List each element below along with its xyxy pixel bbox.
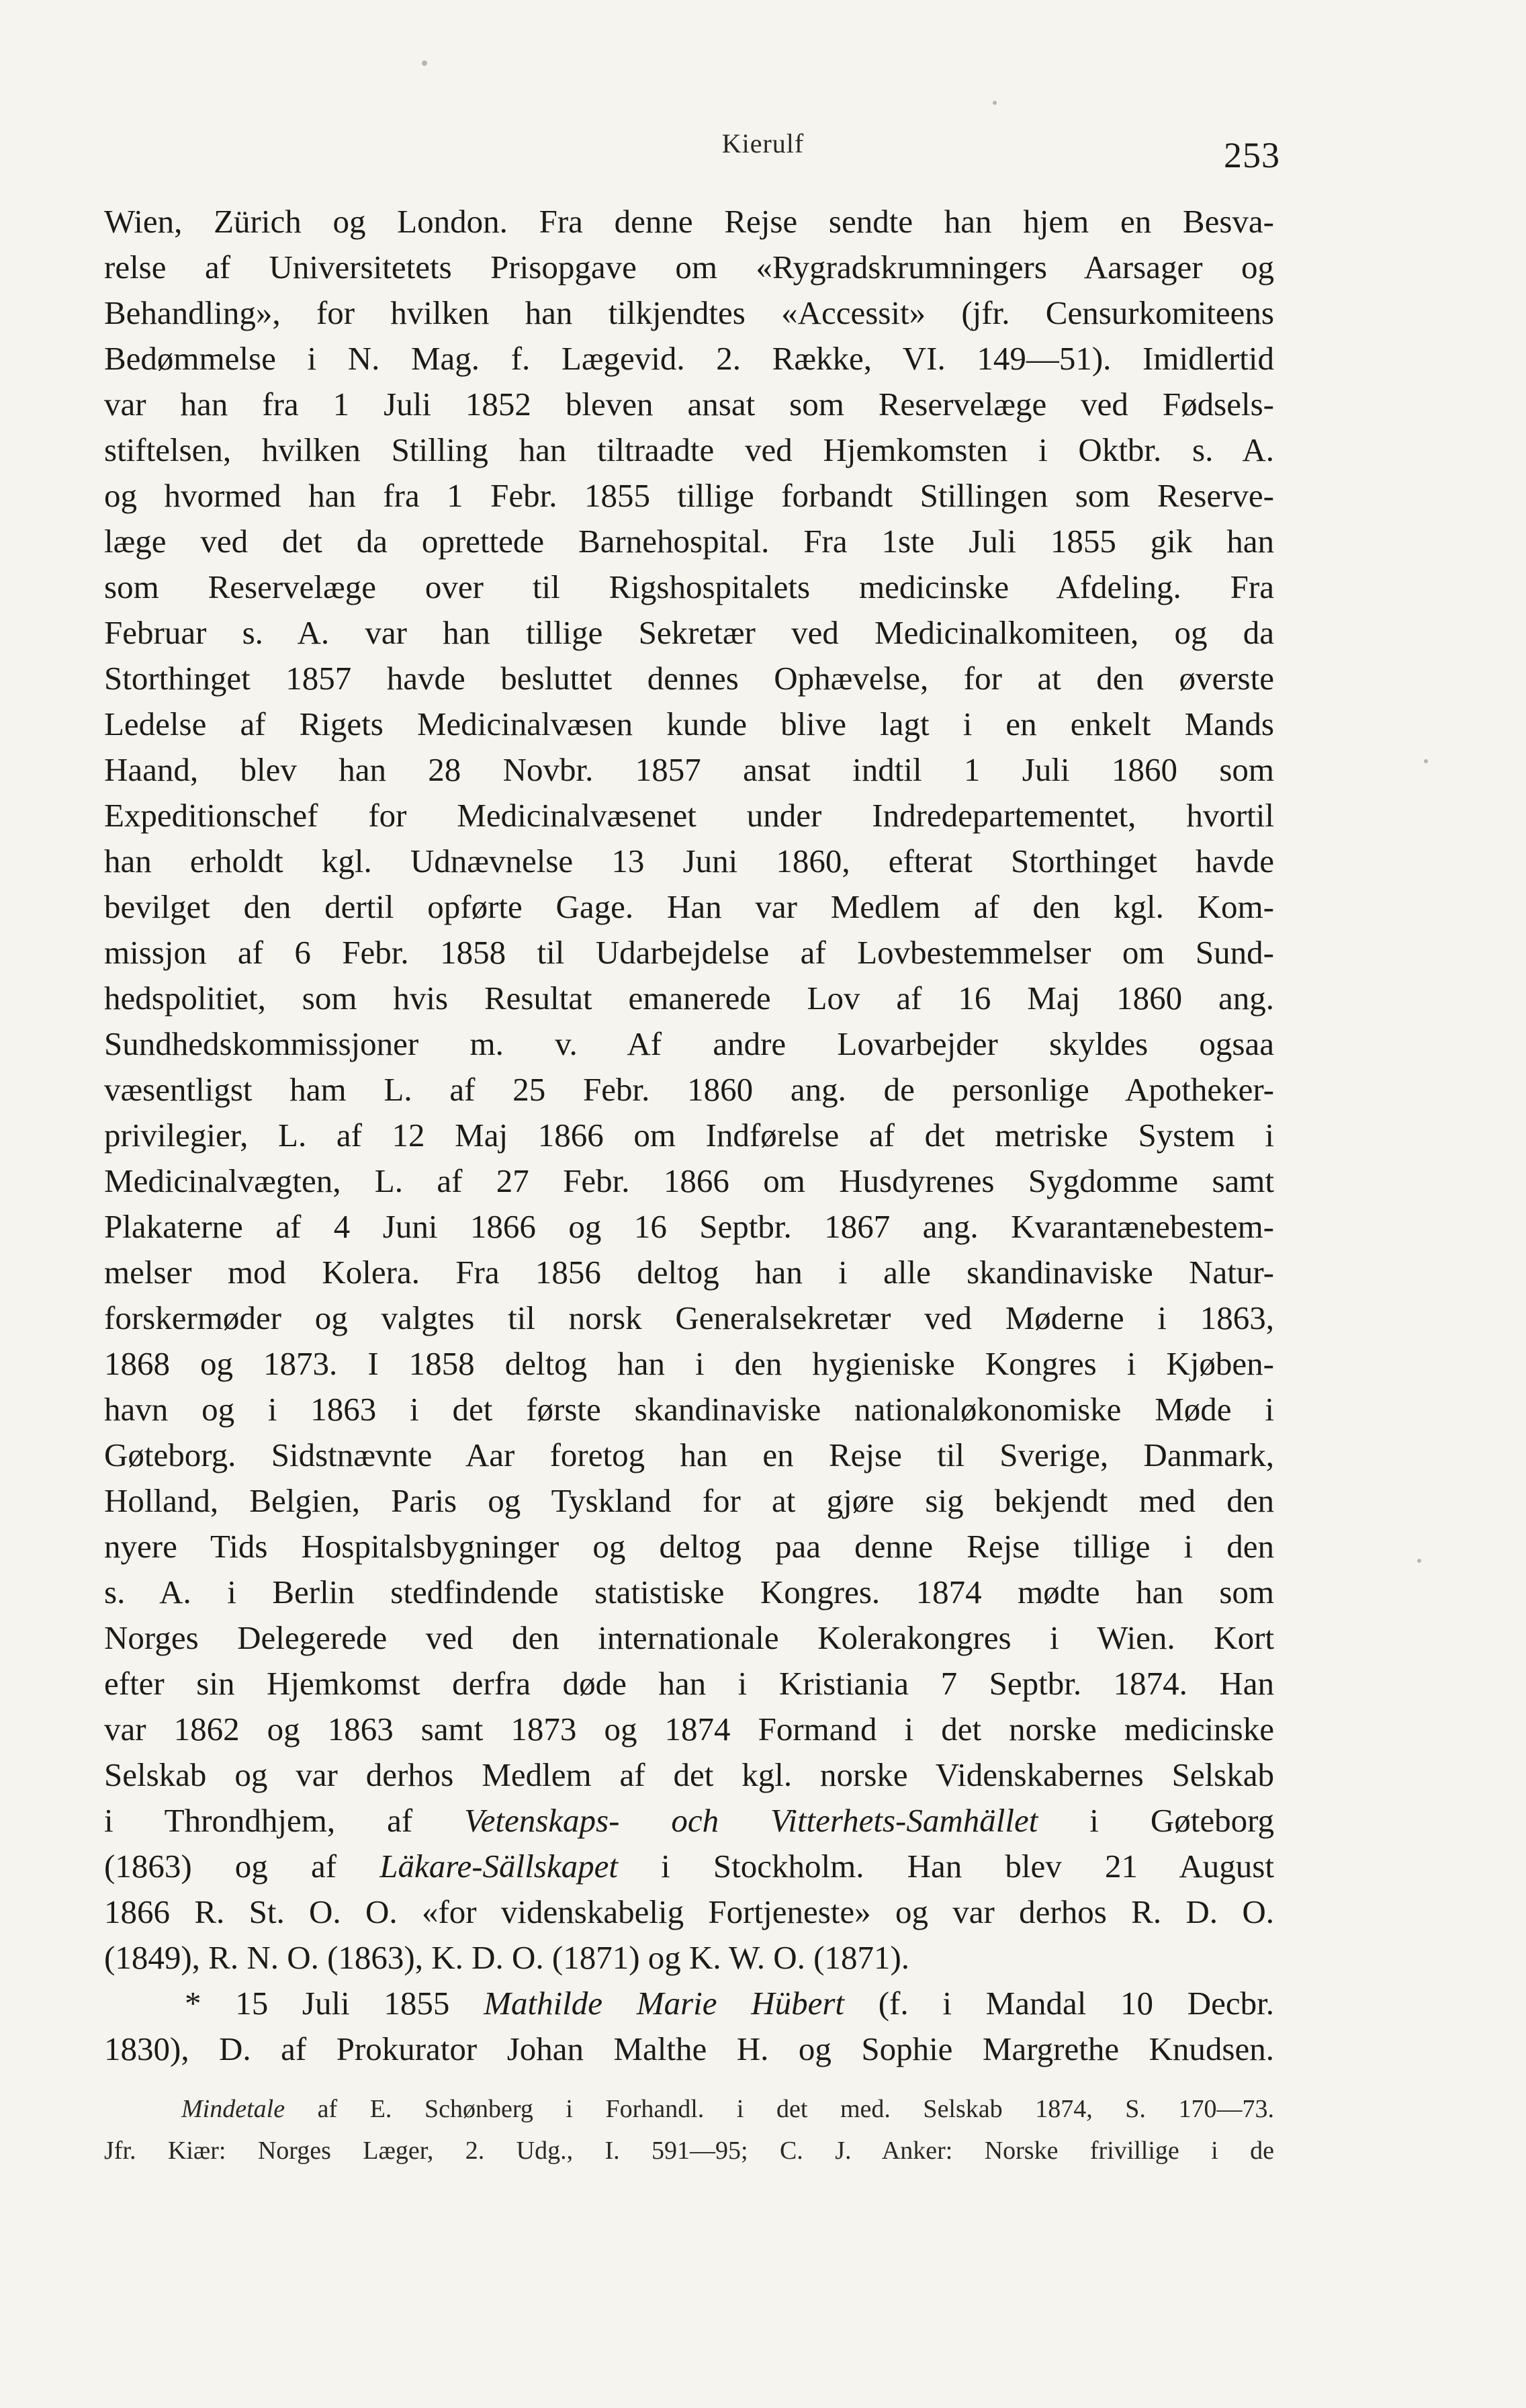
text-line: og hvormed han fra 1 Febr. 1855 tillige forbandt Stillingen som Reserve- — [104, 477, 1274, 514]
italic-title: Mindetale — [181, 2095, 285, 2123]
text-line — [104, 1981, 1274, 2026]
text-line: Expeditionschef for Medicinalvæsenet under Indredepartementet, hvortil — [104, 797, 1274, 834]
text-line: havn og i 1863 i det første skandinaviske nationaløkonomiske Møde i — [104, 1391, 1274, 1428]
italic-society-name: Läkare-Sällskapet — [379, 1848, 618, 1885]
text-line: hedspolitiet, som hvis Resultat emanerede Lov af 16 Maj 1860 ang. — [104, 980, 1274, 1017]
text-line: Selskab og var derhos Medlem af det kgl. norske Videnskabernes Selskab — [104, 1756, 1274, 1793]
text-line: Storthinget 1857 havde besluttet dennes Ophævelse, for at den øverste — [104, 660, 1274, 697]
text-run: * 15 Juli 1855 — [185, 1985, 484, 2022]
text-line: Gøteborg. Sidstnævnte Aar foretog han en Rejse til Sverige, Danmark, — [104, 1436, 1274, 1473]
text-line: Medicinalvægten, L. af 27 Febr. 1866 om Husdyrenes Sygdomme samt — [104, 1162, 1274, 1199]
text-line: han erholdt kgl. Udnævnelse 13 Juni 1860, efterat Storthinget havde — [104, 843, 1274, 879]
text-line: væsentligst ham L. af 25 Febr. 1860 ang. de personlige Apotheker- — [104, 1071, 1274, 1108]
text-line: Ledelse af Rigets Medicinalvæsen kunde blive lagt i en enkelt Mands — [104, 705, 1274, 742]
paper-speck — [1417, 1559, 1421, 1563]
text-line: missjon af 6 Febr. 1858 til Udarbejdelse af Lovbestemmelser om Sund- — [104, 934, 1274, 971]
text-line — [104, 1798, 1274, 1844]
running-head: Kierulf — [721, 128, 805, 159]
page-number: 253 — [1224, 135, 1280, 175]
text-line: privilegier, L. af 12 Maj 1866 om Indførelse af det metriske System i — [104, 1117, 1274, 1154]
note-line: Jfr. Kiær: Norges Læger, 2. Udg., I. 591—95; C. J. Anker: Norske frivillige i de — [104, 2137, 1274, 2165]
text-run: i Stockholm. Han blev 21 August — [617, 1848, 1274, 1885]
text-line: var han fra 1 Juli 1852 bleven ansat som Reservelæge ved Fødsels- — [104, 386, 1274, 423]
text-line: (1849), R. N. O. (1863), K. D. O. (1871) og K. W. O. (1871). — [104, 1939, 910, 1976]
text-run: i Throndhjem, af — [104, 1802, 465, 1839]
text-line: efter sin Hjemkomst derfra døde han i Kristiania 7 Septbr. 1874. Han — [104, 1665, 1274, 1702]
text-line: Plakaterne af 4 Juni 1866 og 16 Septbr. 1867 ang. Kvarantænebestem- — [104, 1208, 1274, 1245]
text-line: nyere Tids Hospitalsbygninger og deltog paa denne Rejse tillige i den — [104, 1528, 1274, 1565]
text-line: 1866 R. St. O. O. «for videnskabelig Fortjeneste» og var derhos R. D. O. — [104, 1893, 1274, 1930]
text-line: som Reservelæge over til Rigshospitalets medicinske Afdeling. Fra — [104, 568, 1274, 605]
text-line: s. A. i Berlin stedfindende statistiske Kongres. 1874 mødte han som — [104, 1574, 1274, 1610]
italic-society-name: Vetenskaps- och Vitterhets-Samhället — [464, 1802, 1038, 1839]
text-line: Wien, Zürich og London. Fra denne Rejse sendte han hjem en Besva- — [104, 203, 1274, 240]
text-run: af E. Schønberg i Forhandl. i det med. Selskab 1874, S. 170—73. — [285, 2095, 1274, 2123]
note-line — [104, 2088, 1274, 2130]
text-line: Norges Delegerede ved den internationale Kolerakongres i Wien. Kort — [104, 1619, 1274, 1656]
text-line: relse af Universitetets Prisopgave om «Rygradskrumningers Aarsager og — [104, 249, 1274, 286]
text-run: (1863) og af — [104, 1848, 380, 1885]
text-line: Sundhedskommissjoner m. v. Af andre Lovarbejder skyldes ogsaa — [104, 1025, 1274, 1062]
text-line: 1830), D. af Prokurator Johan Malthe H. og Sophie Margrethe Knudsen. — [104, 2030, 1274, 2067]
italic-spouse-name: Mathilde Marie Hübert — [484, 1985, 845, 2022]
paper-speck — [422, 60, 427, 66]
text-line: forskermøder og valgtes til norsk Generalsekretær ved Møderne i 1863, — [104, 1299, 1274, 1336]
body-text — [104, 199, 1274, 2072]
text-line: melser mod Kolera. Fra 1856 deltog han i alle skandinaviske Natur- — [104, 1254, 1274, 1291]
text-line: Februar s. A. var han tillige Sekretær ved Medicinalkomiteen, og da — [104, 614, 1274, 651]
text-line: Behandling», for hvilken han tilkjendtes «Accessit» (jfr. Censurkomiteens — [104, 294, 1274, 331]
text-line: Bedømmelse i N. Mag. f. Lægevid. 2. Række, VI. 149—51). Imidlertid — [104, 340, 1274, 377]
text-line: var 1862 og 1863 samt 1873 og 1874 Formand i det norske medicinske — [104, 1711, 1274, 1748]
text-line: Holland, Belgien, Paris og Tyskland for at gjøre sig bekjendt med den — [104, 1482, 1274, 1519]
text-line: bevilget den dertil opførte Gage. Han var Medlem af den kgl. Kom- — [104, 888, 1274, 925]
text-line: 1868 og 1873. I 1858 deltog han i den hygieniske Kongres i Kjøben- — [104, 1345, 1274, 1382]
text-run: (f. i Mandal 10 Decbr. — [844, 1985, 1274, 2022]
paper-speck — [1424, 759, 1428, 763]
bibliography-notes — [104, 2088, 1274, 2172]
text-line: stiftelsen, hvilken Stilling han tiltraadte ved Hjemkomsten i Oktbr. s. A. — [104, 431, 1274, 468]
text-run: i Gøteborg — [1038, 1802, 1274, 1839]
text-line: læge ved det da oprettede Barnehospital. Fra 1ste Juli 1855 gik han — [104, 523, 1274, 560]
text-line: Haand, blev han 28 Novbr. 1857 ansat indtil 1 Juli 1860 som — [104, 751, 1274, 788]
text-line — [104, 1844, 1274, 1889]
paper-speck — [993, 101, 997, 105]
